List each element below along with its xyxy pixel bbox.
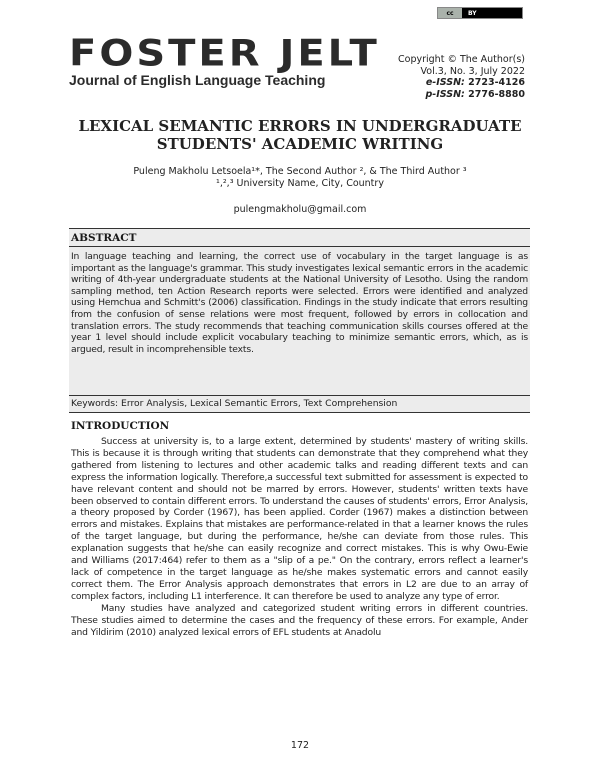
keywords: Keywords: Error Analysis, Lexical Semantic Errors, Text Comprehension — [71, 398, 398, 409]
volume-line: Vol.3, No. 3, July 2022 — [420, 65, 525, 77]
keywords-divider — [69, 395, 530, 396]
page-number: 172 — [290, 740, 310, 751]
journal-logo: FOSTER JELT — [69, 32, 380, 75]
by-icon: BY — [468, 9, 477, 17]
eissn-line — [398, 77, 525, 89]
introduction-heading: INTRODUCTION — [71, 420, 170, 432]
author-list: Puleng Makholu Letsoela¹*, The Second Author ², & The Third Author ³ — [133, 166, 467, 177]
affiliation: ¹,²,³ University Name, City, Country — [216, 178, 384, 189]
intro-paragraph-2: Many studies have analyzed and categorized student writing errors in different countries. These studies aimed to determine the cases and the frequency of these errors. For example, Ander and Yildirim (2010) analyzed lexical errors of EFL students at Anadolu — [71, 602, 528, 638]
intro-paragraph-1: Success at university is, to a large extent, determined by students' mastery of writing skills. This is because it is through writing that students can demonstrate that they comprehend what they gathered from listening to lectures and other academic talks and reading different texts and can express the information logically. Therefore,a successful text submitted for assessment is expected to have relevant content and should not be marred by errors. However, students' written texts have been observed to contain different errors. To understand the causes of students' errors, Error Analysis, a theory proposed by Corder (1967), has been applied. Corder (1967) makes a distinction between errors and mistakes. Explains that mistakes are performance-related in that a learner knows the rules of the target language, but during the performance, he/she can deviate from those rules. This explanation suggests that he/she can easily recognize and correct mistakes. This is why Owu-Ewie and Williams (2017:464) refer to them as a "slip of a pe." On the contrary, errors reflect a learner's lack of competence in the target language as he/she makes systematic errors and cannot easily correct them. The Error Analysis approach demonstrates that errors in L2 are due to an array of complex factors, including L1 interference. It can therefore be used to analyze any type of error. — [71, 436, 528, 602]
copyright-block — [398, 54, 525, 100]
abstract-divider — [69, 246, 530, 247]
journal-name: Journal of English Language Teaching — [69, 72, 326, 88]
cc-icon: cc — [438, 8, 462, 18]
introduction-body — [71, 436, 528, 638]
pissn-line — [398, 89, 525, 101]
paper-title: LEXICAL SEMANTIC ERRORS IN UNDERGRADUATE STUDENTS' ACADEMIC WRITING — [78, 117, 522, 153]
copyright-line: Copyright © The Author(s) — [398, 54, 525, 65]
abstract-text: In language teaching and learning, the correct use of vocabulary in the target language is as important as the language's grammar. This study investigates lexical semantic errors in the academic writing of 4th-year undergraduate students at the National University of Lesotho. Using the random sampling method, ten Action Research reports were selected. Errors were identified and analyzed using Hemchua and Schmitt's (2006) classification. Findings in the study indicate that errors resulting from the confusion of sense relations were most frequent, followed by errors in collocation and translation errors. The study recommends that teaching communication skills courses offered at the year 1 level should include explicit vocabulary teaching to minimize semantic errors, which, as is argued, result in incomprehensible texts. — [71, 251, 528, 355]
cc-by-license-badge — [437, 7, 523, 19]
abstract-heading: ABSTRACT — [71, 232, 137, 244]
pissn-value: 2776-8880 — [468, 88, 525, 100]
eissn-value: 2723-4126 — [468, 77, 525, 88]
pissn-label: p-ISSN: — [425, 88, 465, 100]
author-email[interactable]: pulengmakholu@gmail.com — [233, 204, 367, 215]
eissn-label: e-ISSN: — [425, 77, 465, 88]
